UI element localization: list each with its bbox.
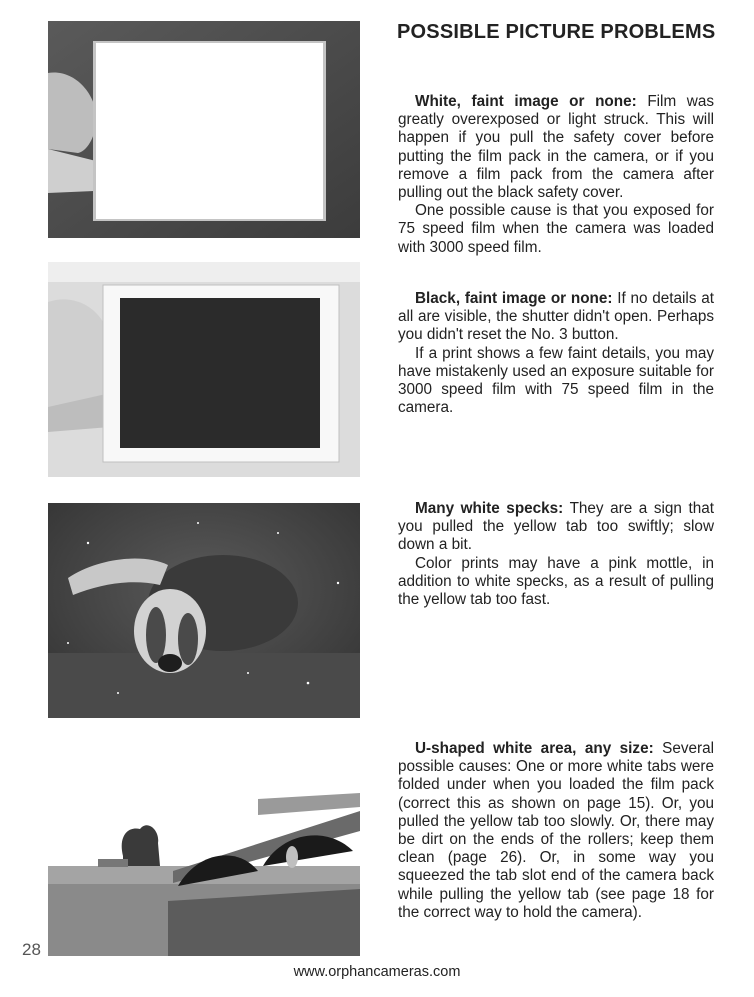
photo-bridge-u-shape (48, 741, 360, 956)
problem-term: Many white specks: (415, 500, 564, 517)
problem-term: White, faint image or none: (415, 93, 637, 110)
page-title: POSSIBLE PICTURE PROBLEMS (397, 21, 716, 43)
problem-description: Film was greatly overexposed or light struck. This will happen if you pull the safety cover before putting the film pack in the camera, or if you remove a film pack from the camera after pulling out the black safety cover. (398, 93, 714, 202)
problem-white-specks (398, 500, 714, 609)
problem-extra: If a print shows a few faint details, you may have mistakenly used an exposure suitable for 3000 speed film with 75 speed film in the camera. (398, 344, 714, 417)
problem-description: Several possible causes: One or more white tabs were folded under when you loaded the film pack (correct this as shown on page 15). Or, you pulled the yellow tab too slowly. Or, there may be dirt on the ends of the rollers; keep them clean (page 26). Or, in some way you squeezed the tab slot end of the camera back while pulling the yellow tab (see page 18 for the correct way to hold the camera). (398, 740, 714, 921)
photo-white-print (48, 21, 360, 238)
photo-dog-specks (48, 503, 360, 718)
problem-extra: Color prints may have a pink mottle, in addition to white specks, as a result of pulling the yellow tab too fast. (398, 554, 714, 609)
problem-white-image (398, 93, 714, 257)
problem-black-image (398, 290, 714, 417)
photo-black-print (48, 262, 360, 477)
problem-term: Black, faint image or none: (415, 290, 613, 307)
problem-u-shaped-area (398, 740, 714, 922)
problem-extra: One possible cause is that you exposed for 75 speed film when the camera was loaded with 3000 speed film. (398, 202, 714, 256)
page-number: 28 (22, 940, 41, 959)
problem-term: U-shaped white area, any size: (415, 740, 654, 757)
problem-description: If no details at all are visible, the shutter didn't open. Perhaps you didn't reset the No. 3 button. (398, 290, 714, 344)
problem-description: They are a sign that you pulled the yellow tab too swiftly; slow down a bit. (398, 500, 715, 554)
footer-url: www.orphancameras.com (293, 964, 461, 980)
